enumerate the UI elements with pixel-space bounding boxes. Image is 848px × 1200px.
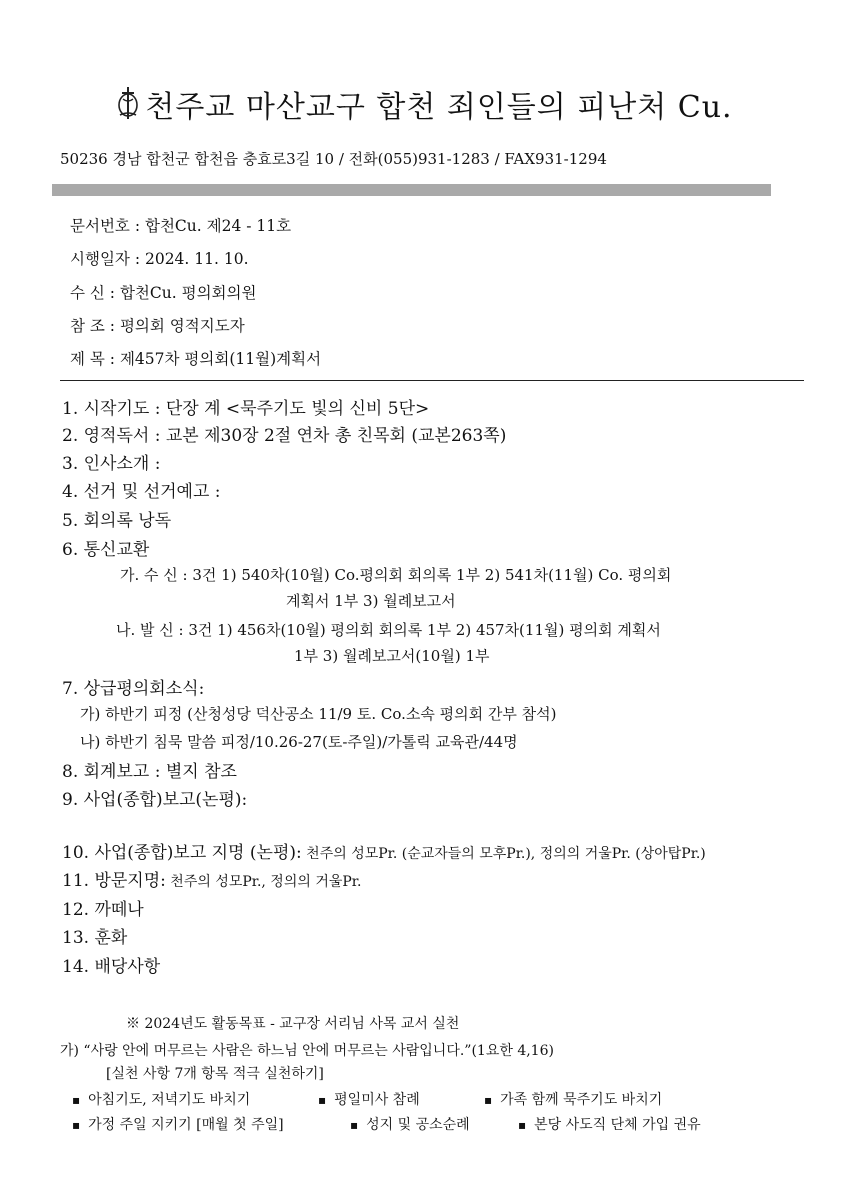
- document-title: [0, 82, 848, 126]
- scripture-quote: 가) “사랑 안에 머무르는 사람은 하느님 안에 머무르는 사람입니다.”(1요한 4,16): [60, 1043, 554, 1059]
- agenda-item-2: 2. 영적독서 : 교본 제30장 2절 연차 총 친목회 (교본263쪽): [62, 426, 507, 446]
- item-11-heading: 11. 방문지명:: [62, 871, 166, 891]
- header-divider-bar: [52, 184, 771, 196]
- senatus-news-a: 가) 하반기 피정 (산청성당 덕산공소 11/9 토. Co.소속 평의회 간부 참석): [80, 705, 557, 723]
- doc-number: 문서번호 : 합천Cu. 제24 - 11호: [70, 217, 292, 235]
- section-rule: [60, 380, 804, 381]
- incoming-mail-line-1: 가. 수 신 : 3건 1) 540차(10월) Co.평의회 회의록 1부 2) 541차(11월) Co. 평의회: [120, 566, 672, 584]
- issue-date: 시행일자 : 2024. 11. 10.: [70, 250, 249, 268]
- item-10-detail: 천주의 성모Pr. (순교자들의 모후Pr.), 정의의 거울Pr. (상아탑Pr.): [301, 846, 706, 862]
- agenda-item-13: 13. 훈화: [62, 928, 128, 948]
- agenda-item-11: [62, 866, 361, 891]
- practice-bullet: ▪ 평일미사 참례: [318, 1089, 420, 1109]
- practice-bullet: ▪ 가족 함께 묵주기도 바치기: [484, 1089, 662, 1109]
- title-text: 천주교 마산교구 합천 죄인들의 피난처 Cu.: [145, 90, 733, 125]
- senatus-news-b: 나) 하반기 침묵 말씀 피정/10.26-27(토-주일)/가톨릭 교육관/44명: [80, 733, 518, 751]
- item-10-heading: 10. 사업(종합)보고 지명 (논평):: [62, 843, 302, 863]
- agenda-item-4: 4. 선거 및 선거예고 :: [62, 482, 221, 502]
- agenda-item-12: 12. 까떼나: [62, 900, 144, 920]
- reference: 참 조 : 평의회 영적지도자: [70, 317, 245, 335]
- agenda-item-1: 1. 시작기도 : 단장 계 <묵주기도 빛의 신비 5단>: [62, 399, 430, 419]
- agenda-item-8: 8. 회계보고 : 별지 참조: [62, 762, 237, 782]
- practice-bullet: ▪ 아침기도, 저녁기도 바치기: [72, 1089, 250, 1109]
- diocese-emblem-icon: [115, 85, 141, 121]
- outgoing-mail-line-1: 나. 발 신 : 3건 1) 456차(10월) 평의회 회의록 1부 2) 457차(11월) 평의회 계획서: [116, 621, 661, 639]
- agenda-item-7: 7. 상급평의회소식:: [62, 679, 205, 699]
- practice-bullet: ▪ 가정 주일 지키기 [매월 첫 주일]: [72, 1114, 284, 1134]
- agenda-item-10: [62, 838, 706, 863]
- recipient: 수 신 : 합천Cu. 평의회의원: [70, 284, 257, 302]
- agenda-item-14: 14. 배당사항: [62, 957, 161, 977]
- incoming-mail-line-2: 계획서 1부 3) 월례보고서: [286, 592, 456, 610]
- practice-bullet: ▪ 본당 사도직 단체 가입 권유: [518, 1114, 701, 1134]
- outgoing-mail-line-2: 1부 3) 월례보고서(10월) 1부: [294, 647, 490, 665]
- agenda-item-3: 3. 인사소개 :: [62, 454, 161, 474]
- yearly-goal: ※ 2024년도 활동목표 - 교구장 서리님 사목 교서 실천: [126, 1016, 460, 1032]
- agenda-item-5: 5. 회의록 낭독: [62, 511, 172, 531]
- practice-bullet: ▪ 성지 및 공소순례: [350, 1114, 470, 1134]
- agenda-item-9: 9. 사업(종합)보고(논평):: [62, 790, 248, 810]
- subject: 제 목 : 제457차 평의회(11월)계획서: [70, 350, 322, 368]
- address-line: 50236 경남 합천군 합천읍 충효로3길 10 / 전화(055)931-1283 / FAX931-1294: [60, 150, 607, 168]
- practice-heading: [실천 사항 7개 항목 적극 실천하기]: [106, 1066, 324, 1082]
- item-11-detail: 천주의 성모Pr., 정의의 거울Pr.: [165, 874, 362, 890]
- agenda-item-6: 6. 통신교환: [62, 540, 150, 560]
